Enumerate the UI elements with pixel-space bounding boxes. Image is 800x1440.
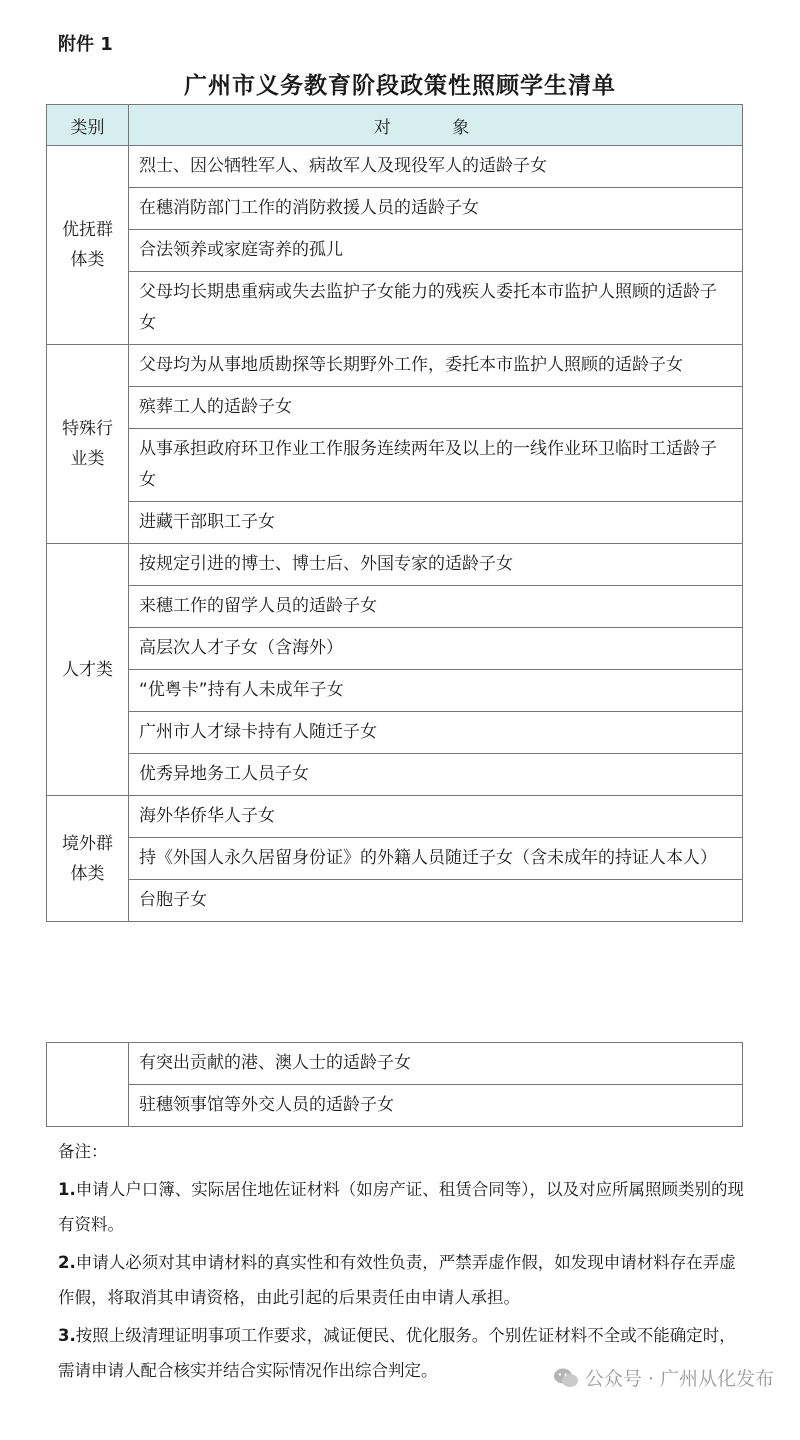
watermark-text: 公众号 · 广州从化发布 [584, 1368, 774, 1390]
table-row [47, 1043, 743, 1085]
table-cell: 高层次人才子女（含海外） [129, 628, 743, 670]
table-row [47, 586, 743, 628]
table-row [47, 188, 743, 230]
note-item [58, 1245, 748, 1315]
table-cell: 在穗消防部门工作的消防救援人员的适龄子女 [129, 188, 743, 230]
page-title: 广州市义务教育阶段政策性照顾学生清单 [184, 73, 616, 99]
table-row [47, 712, 743, 754]
table-cell: 从事承担政府环卫作业工作服务连续两年及以上的一线作业环卫临时工适龄子女 [129, 429, 743, 502]
table-cell: 父母均为从事地质勘探等长期野外工作，委托本市监护人照顾的适龄子女 [129, 345, 743, 387]
table-cell: 驻穗领事馆等外交人员的适龄子女 [129, 1085, 743, 1127]
note-number: 2. [58, 1253, 76, 1272]
table-cell: “优粤卡”持有人未成年子女 [129, 670, 743, 712]
table-row [47, 670, 743, 712]
table-row [47, 544, 743, 586]
table-row [47, 230, 743, 272]
note-number: 1. [58, 1180, 76, 1199]
category-cell: 特殊行业类 [47, 345, 129, 544]
table-cell: 台胞子女 [129, 880, 743, 922]
table-body [47, 146, 743, 922]
category-cell: 人才类 [47, 544, 129, 796]
wechat-icon [553, 1367, 579, 1389]
extra-category-cell [47, 1043, 129, 1127]
note-text: 申请人必须对其申请材料的真实性和有效性负责，严禁弄虚作假，如发现申请材料存在弄虚作假，将取消其申请资格，由此引起的后果责任由申请人承担。 [58, 1253, 736, 1307]
notes-heading: 备注： [58, 1142, 108, 1161]
table-row [47, 628, 743, 670]
table-row [47, 880, 743, 922]
table-cell: 合法领养或家庭寄养的孤儿 [129, 230, 743, 272]
category-cell: 优抚群体类 [47, 146, 129, 345]
table-cell: 有突出贡献的港、澳人士的适龄子女 [129, 1043, 743, 1085]
table-cell: 来穗工作的留学人员的适龄子女 [129, 586, 743, 628]
note-text: 申请人户口簿、实际居住地佐证材料（如房产证、租赁合同等），以及对应所属照顾类别的现有资料。 [58, 1180, 744, 1234]
table-row [47, 754, 743, 796]
table-cell: 殡葬工人的适龄子女 [129, 387, 743, 429]
table-row [47, 429, 743, 502]
table-row [47, 387, 743, 429]
watermark [553, 1364, 774, 1391]
table-cell: 优秀异地务工人员子女 [129, 754, 743, 796]
table-cell: 持《外国人永久居留身份证》的外籍人员随迁子女（含未成年的持证人本人） [129, 838, 743, 880]
table-cell: 父母均长期患重病或失去监护子女能力的残疾人委托本市监护人照顾的适龄子女 [129, 272, 743, 345]
table-cell: 海外华侨华人子女 [129, 796, 743, 838]
table-row [47, 345, 743, 387]
table-cell: 进藏干部职工子女 [129, 502, 743, 544]
note-number: 3. [58, 1326, 76, 1345]
table-cell: 广州市人才绿卡持有人随迁子女 [129, 712, 743, 754]
notes-section [58, 1134, 748, 1391]
attachment-label: 附件 1 [58, 34, 113, 55]
table-row [47, 838, 743, 880]
policy-table [46, 104, 743, 922]
table-cell: 按规定引进的博士、博士后、外国专家的适龄子女 [129, 544, 743, 586]
note-item [58, 1172, 748, 1242]
header-object: 对 象 [129, 105, 743, 146]
header-category: 类别 [47, 105, 129, 146]
table-row [47, 1085, 743, 1127]
policy-table-extra [46, 1042, 743, 1127]
table-row [47, 502, 743, 544]
table-row [47, 796, 743, 838]
note-text: 按照上级清理证明事项工作要求，减证便民、优化服务。个别佐证材料不全或不能确定时，需请申请人配合核实并结合实际情况作出综合判定。 [58, 1326, 736, 1380]
table-cell: 烈士、因公牺牲军人、病故军人及现役军人的适龄子女 [129, 146, 743, 188]
table-row [47, 272, 743, 345]
category-cell: 境外群体类 [47, 796, 129, 922]
table-header-row [47, 105, 743, 146]
table-row [47, 146, 743, 188]
